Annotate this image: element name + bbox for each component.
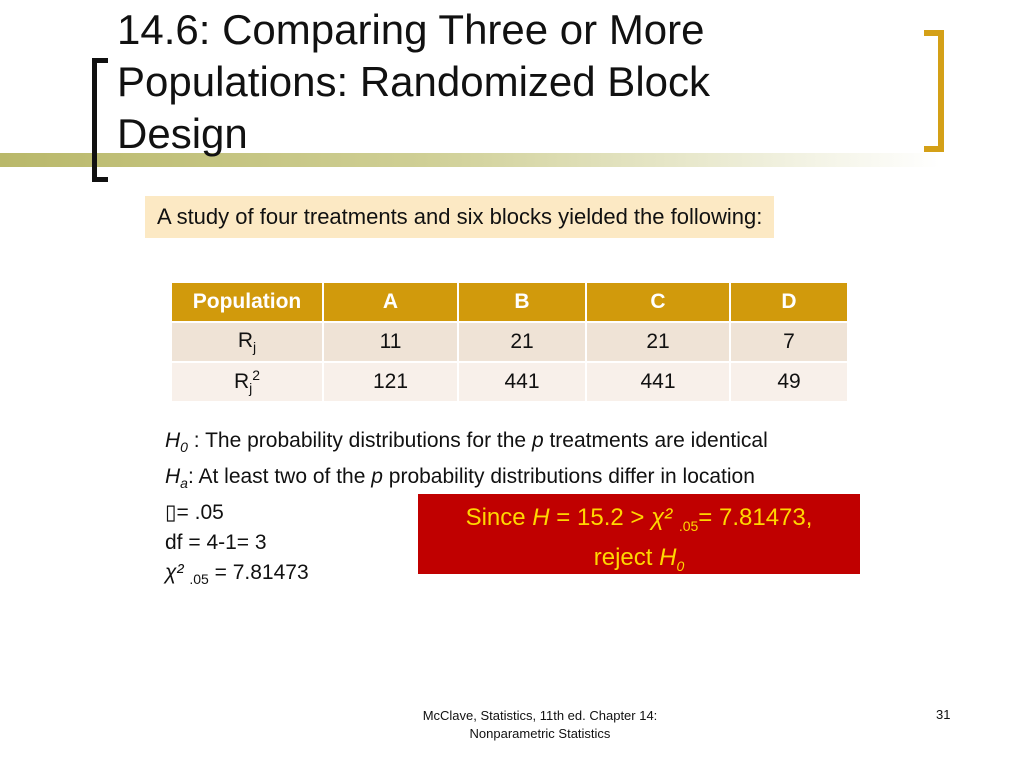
- df-line: df = 4-1= 3: [165, 531, 267, 555]
- row-label-main: R: [237, 328, 254, 352]
- slide-title: [117, 4, 837, 160]
- title-line: Design: [117, 110, 248, 157]
- table-cell: 7: [731, 323, 847, 361]
- table-header-row: [172, 283, 847, 321]
- reject-text: reject: [593, 543, 660, 571]
- row-label-sub: j: [253, 339, 257, 356]
- title-line: Populations: Randomized Block: [117, 58, 711, 105]
- footer-line: McClave, Statistics, 11th ed. Chapter 14:: [422, 708, 658, 723]
- table-cell: 11: [324, 323, 457, 361]
- row-label-sup: 2: [252, 367, 261, 384]
- ha-subscript: a: [180, 475, 188, 492]
- conclusion-line-1: [418, 502, 860, 542]
- table-row: [172, 323, 847, 361]
- left-bracket-decoration: [92, 58, 108, 182]
- table-cell: 121: [324, 363, 457, 401]
- table-header-cell: Population: [172, 283, 322, 321]
- ha-symbol: H: [165, 465, 181, 489]
- row-label: [172, 323, 322, 361]
- ha-text-end: probability distributions differ in location: [382, 465, 755, 489]
- ha-text: : At least two of the: [187, 465, 372, 489]
- h0-symbol: H: [165, 429, 181, 452]
- h0-p: p: [531, 429, 544, 452]
- critical-value-text: = 7.81473,: [698, 504, 813, 531]
- table-header-cell: B: [459, 283, 585, 321]
- ha-p: p: [371, 465, 383, 489]
- table-header-cell: D: [731, 283, 847, 321]
- null-hypothesis: [165, 426, 768, 462]
- conclusion-box: [418, 494, 860, 574]
- conclusion-line-2: [418, 542, 860, 582]
- table-header-cell: C: [587, 283, 729, 321]
- h0-text-end: treatments are identical: [543, 429, 768, 452]
- table-row: [172, 363, 847, 401]
- table-cell: 21: [459, 323, 585, 361]
- h0-text: : The probability distributions for the: [187, 429, 532, 452]
- footer-line: Nonparametric Statistics: [469, 726, 611, 741]
- slide-footer: [380, 707, 700, 743]
- page-number: 31: [936, 707, 951, 722]
- h0-subscript: 0: [180, 439, 188, 456]
- alternative-hypothesis: [165, 462, 768, 498]
- title-line: 14.6: Comparing Three or More: [117, 6, 705, 53]
- chi-square-symbol: χ²: [651, 504, 673, 531]
- h-statistic-symbol: H: [532, 504, 550, 531]
- rank-sum-table: [170, 281, 849, 403]
- chi-subscript: .05: [678, 517, 699, 534]
- table-header-cell: A: [324, 283, 457, 321]
- table-cell: 441: [587, 363, 729, 401]
- right-bracket-decoration: [924, 30, 944, 152]
- alpha-line: ▯= .05: [165, 501, 224, 525]
- row-label-main: R: [233, 370, 250, 394]
- table-cell: 21: [587, 323, 729, 361]
- critical-subscript: .05: [189, 571, 209, 588]
- h0-symbol: H: [659, 543, 677, 571]
- table-cell: 49: [731, 363, 847, 401]
- since-text: Since: [465, 504, 533, 531]
- table-cell: 441: [459, 363, 585, 401]
- chi-square-symbol: χ²: [165, 561, 184, 585]
- intro-callout: A study of four treatments and six blocks yielded the following:: [145, 196, 774, 238]
- row-label: [172, 363, 322, 401]
- critical-value: = 7.81473: [208, 561, 309, 585]
- h0-subscript: 0: [676, 557, 685, 574]
- row-label-sub: j: [249, 380, 253, 397]
- h-value-text: = 15.2 >: [549, 504, 652, 531]
